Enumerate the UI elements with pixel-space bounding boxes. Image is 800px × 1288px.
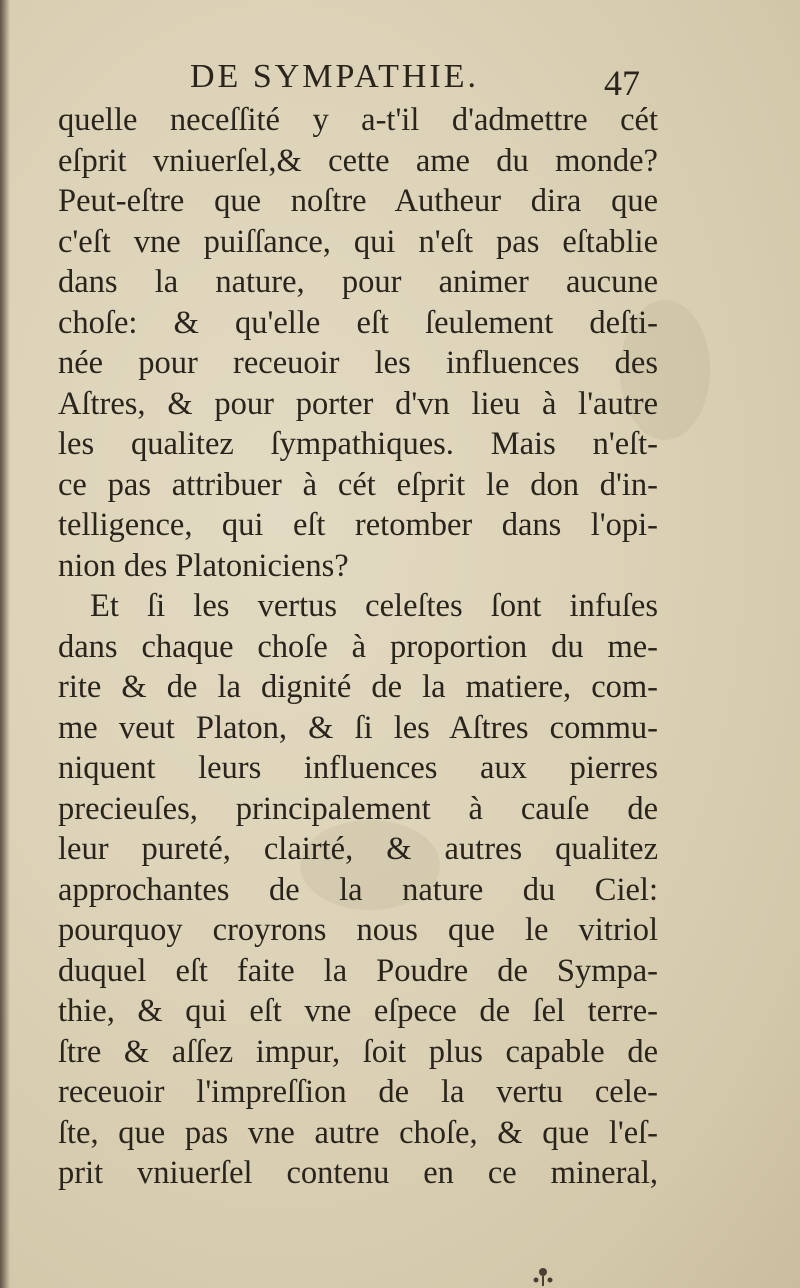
body-text: [58, 100, 658, 1194]
text-line: les qualitez ſympathiques. Mais n'eſt-: [58, 426, 658, 462]
text-line: rite & de la dignité de la matiere, com-: [58, 669, 658, 705]
text-line: Aſtres, & pour porter d'vn lieu à l'autre: [58, 385, 658, 422]
page-number: 47: [604, 63, 640, 103]
text-line: née pour receuoir les influences des: [58, 345, 658, 381]
text-line: choſe: & qu'elle eſt ſeulement deſti-: [58, 304, 658, 341]
text-line: pourquoy croyrons nous que le vitriol: [58, 912, 658, 948]
text-line: quelle neceſſité y a-t'il d'admettre cét: [58, 102, 658, 138]
text-line: dans la nature, pour animer aucune: [58, 264, 658, 300]
text-line: eſprit vniuerſel,& cette ame du monde?: [58, 142, 658, 179]
text-line: nion des Platoniciens?: [58, 547, 349, 584]
text-line: Peut-eſtre que noſtre Autheur dira que: [58, 183, 658, 219]
page-header: [0, 50, 800, 103]
text-line: ſte, que pas vne autre choſe, & que l'eſ-: [58, 1114, 658, 1151]
binding-edge: [0, 0, 10, 1288]
running-head: DE SYMPATHIE.: [190, 58, 480, 95]
text-line: c'eſt vne puiſſance, qui n'eſt pas eſtablie: [58, 223, 658, 260]
text-line: leur pureté, clairté, & autres qualitez: [58, 831, 658, 867]
text-line: receuoir l'impreſſion de la vertu cele-: [58, 1074, 658, 1110]
text-line: duquel eſt faite la Poudre de Sympa-: [58, 952, 658, 989]
text-line: approchantes de la nature du Ciel:: [58, 871, 658, 908]
bottom-ornament-icon: [528, 1262, 558, 1288]
text-line: niquent leurs influences aux pierres: [58, 750, 658, 786]
text-line: prit vniuerſel contenu en ce mineral,: [58, 1155, 658, 1191]
text-line: me veut Platon, & ſi les Aſtres commu-: [58, 709, 658, 746]
text-line: Et ſi les vertus celeſtes ſont infuſes: [90, 588, 658, 624]
text-line: telligence, qui eſt retomber dans l'opi-: [58, 507, 658, 543]
text-line: ce pas attribuer à cét eſprit le don d'in-: [58, 466, 658, 503]
text-line: thie, & qui eſt vne eſpece de ſel terre-: [58, 993, 658, 1029]
text-line: precieuſes, principalement à cauſe de: [58, 790, 658, 827]
text-line: dans chaque choſe à proportion du me-: [58, 628, 658, 665]
text-line: ſtre & aſſez impur, ſoit plus capable de: [58, 1033, 658, 1070]
